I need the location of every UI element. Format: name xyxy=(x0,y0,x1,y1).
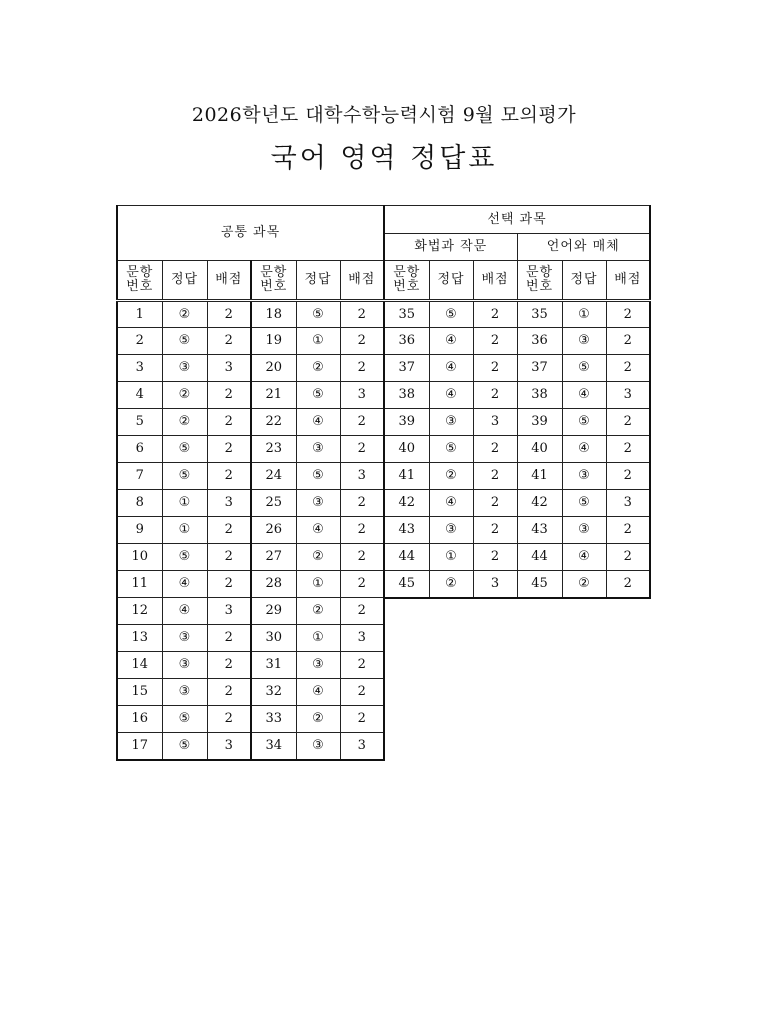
common-a-question-number-cell: 16 xyxy=(117,706,162,733)
common-a-answer-cell: ④ xyxy=(162,571,207,598)
common-b-answer-cell: ③ xyxy=(296,652,340,679)
common-b-answer-cell: ⑤ xyxy=(296,382,340,409)
speech-writing-question-number-cell: 37 xyxy=(384,355,429,382)
language-media-question-number-cell: 44 xyxy=(517,544,562,571)
language-media-question-number-header xyxy=(517,261,562,301)
language-media-points-cell: 2 xyxy=(606,301,650,328)
language-media-answer-cell: ③ xyxy=(562,328,606,355)
common-b-points-cell: 2 xyxy=(340,679,384,706)
language-media-points-cell: 2 xyxy=(606,328,650,355)
question-number-label-bottom: 번호 xyxy=(393,279,421,294)
common-a-question-number-header xyxy=(117,261,162,301)
common-a-question-number-cell: 4 xyxy=(117,382,162,409)
language-media-answer-cell: ② xyxy=(562,571,606,598)
common-a-points-cell: 2 xyxy=(207,436,251,463)
common-b-points-cell: 2 xyxy=(340,544,384,571)
common-a-answer-cell: ③ xyxy=(162,355,207,382)
speech-writing-points-cell: 2 xyxy=(473,355,517,382)
speech-writing-answer-cell: ① xyxy=(429,544,473,571)
common-a-points-cell: 3 xyxy=(207,598,251,625)
language-media-points-header: 배점 xyxy=(606,261,650,301)
common-a-question-number-cell: 13 xyxy=(117,625,162,652)
language-media-header: 언어와 매체 xyxy=(517,234,650,261)
speech-writing-header: 화법과 작문 xyxy=(384,234,517,261)
answer-row xyxy=(117,544,650,571)
answer-row xyxy=(117,490,650,517)
language-media-answer-cell: ④ xyxy=(562,436,606,463)
question-number-label-top: 문항 xyxy=(393,265,421,280)
answer-key-table xyxy=(116,205,651,761)
common-b-answer-cell: ② xyxy=(296,544,340,571)
common-b-points-cell: 3 xyxy=(340,463,384,490)
common-b-answer-cell: ④ xyxy=(296,517,340,544)
common-b-question-number-cell: 21 xyxy=(251,382,296,409)
language-media-answer-cell: ③ xyxy=(562,463,606,490)
speech-writing-points-cell: 3 xyxy=(473,571,517,598)
speech-writing-answer-cell: ⑤ xyxy=(429,436,473,463)
answer-row xyxy=(117,301,650,328)
common-b-points-cell: 3 xyxy=(340,382,384,409)
question-number-label-bottom: 번호 xyxy=(260,279,288,294)
common-a-points-cell: 2 xyxy=(207,328,251,355)
speech-writing-question-number-cell: 42 xyxy=(384,490,429,517)
common-b-question-number-cell: 33 xyxy=(251,706,296,733)
common-a-points-cell: 3 xyxy=(207,355,251,382)
speech-writing-question-number-cell: 38 xyxy=(384,382,429,409)
common-b-points-cell: 2 xyxy=(340,652,384,679)
common-b-question-number-cell: 20 xyxy=(251,355,296,382)
speech-writing-question-number-header xyxy=(384,261,429,301)
common-a-question-number-cell: 7 xyxy=(117,463,162,490)
common-a-question-number-cell: 14 xyxy=(117,652,162,679)
common-b-answer-cell: ⑤ xyxy=(296,463,340,490)
speech-writing-answer-cell: ④ xyxy=(429,490,473,517)
common-a-points-cell: 2 xyxy=(207,382,251,409)
language-media-question-number-cell: 40 xyxy=(517,436,562,463)
common-b-answer-cell: ④ xyxy=(296,409,340,436)
common-b-answer-cell: ① xyxy=(296,571,340,598)
common-a-answer-cell: ④ xyxy=(162,598,207,625)
common-b-points-header: 배점 xyxy=(340,261,384,301)
common-b-question-number-cell: 24 xyxy=(251,463,296,490)
common-b-question-number-cell: 27 xyxy=(251,544,296,571)
common-a-question-number-cell: 10 xyxy=(117,544,162,571)
common-a-question-number-cell: 1 xyxy=(117,301,162,328)
speech-writing-answer-cell: ⑤ xyxy=(429,301,473,328)
language-media-question-number-cell: 41 xyxy=(517,463,562,490)
speech-writing-answer-cell: ④ xyxy=(429,328,473,355)
question-number-label-bottom: 번호 xyxy=(525,279,554,294)
common-a-points-cell: 2 xyxy=(207,652,251,679)
speech-writing-points-cell: 3 xyxy=(473,409,517,436)
common-a-question-number-cell: 15 xyxy=(117,679,162,706)
common-a-points-cell: 3 xyxy=(207,490,251,517)
common-a-answer-cell: ⑤ xyxy=(162,328,207,355)
common-b-question-number-cell: 23 xyxy=(251,436,296,463)
common-a-answer-cell: ② xyxy=(162,382,207,409)
language-media-answer-cell: ④ xyxy=(562,382,606,409)
language-media-question-number-cell: 35 xyxy=(517,301,562,328)
speech-writing-question-number-cell: 44 xyxy=(384,544,429,571)
language-media-question-number-cell: 36 xyxy=(517,328,562,355)
common-a-points-cell: 3 xyxy=(207,733,251,760)
common-b-question-number-cell: 25 xyxy=(251,490,296,517)
common-b-points-cell: 2 xyxy=(340,301,384,328)
common-a-points-cell: 2 xyxy=(207,706,251,733)
common-a-answer-cell: ⑤ xyxy=(162,733,207,760)
common-b-question-number-cell: 29 xyxy=(251,598,296,625)
common-a-question-number-cell: 6 xyxy=(117,436,162,463)
speech-writing-points-cell: 2 xyxy=(473,301,517,328)
common-a-answer-cell: ⑤ xyxy=(162,544,207,571)
speech-writing-answer-header: 정답 xyxy=(429,261,473,301)
language-media-question-number-cell: 39 xyxy=(517,409,562,436)
common-a-points-cell: 2 xyxy=(207,301,251,328)
speech-writing-question-number-cell: 41 xyxy=(384,463,429,490)
common-b-points-cell: 2 xyxy=(340,409,384,436)
answer-row xyxy=(117,436,650,463)
common-a-answer-cell: ② xyxy=(162,301,207,328)
common-b-question-number-cell: 26 xyxy=(251,517,296,544)
common-b-points-cell: 2 xyxy=(340,355,384,382)
speech-writing-points-cell: 2 xyxy=(473,517,517,544)
speech-writing-points-cell: 2 xyxy=(473,382,517,409)
common-a-points-cell: 2 xyxy=(207,517,251,544)
common-b-question-number-cell: 18 xyxy=(251,301,296,328)
common-b-question-number-cell: 32 xyxy=(251,679,296,706)
language-media-points-cell: 2 xyxy=(606,436,650,463)
language-media-answer-cell: ③ xyxy=(562,517,606,544)
common-a-points-header: 배점 xyxy=(207,261,251,301)
language-media-points-cell: 2 xyxy=(606,517,650,544)
common-a-answer-cell: ② xyxy=(162,409,207,436)
common-b-answer-cell: ③ xyxy=(296,436,340,463)
language-media-answer-header: 정답 xyxy=(562,261,606,301)
common-b-answer-cell: ① xyxy=(296,328,340,355)
common-b-question-number-cell: 30 xyxy=(251,625,296,652)
speech-writing-question-number-cell: 45 xyxy=(384,571,429,598)
speech-writing-answer-cell: ② xyxy=(429,463,473,490)
common-b-question-number-cell: 34 xyxy=(251,733,296,760)
common-b-points-cell: 2 xyxy=(340,328,384,355)
common-b-answer-cell: ④ xyxy=(296,679,340,706)
language-media-points-cell: 2 xyxy=(606,355,650,382)
question-number-label-top: 문항 xyxy=(525,265,554,280)
answer-row xyxy=(117,409,650,436)
language-media-question-number-cell: 45 xyxy=(517,571,562,598)
language-media-points-cell: 3 xyxy=(606,490,650,517)
elective-subject-header: 선택 과목 xyxy=(384,206,650,234)
speech-writing-answer-cell: ④ xyxy=(429,355,473,382)
common-b-points-cell: 2 xyxy=(340,517,384,544)
common-a-question-number-cell: 2 xyxy=(117,328,162,355)
common-b-question-number-header xyxy=(251,261,296,301)
speech-writing-answer-cell: ③ xyxy=(429,409,473,436)
common-a-answer-cell: ③ xyxy=(162,652,207,679)
common-b-answer-cell: ② xyxy=(296,706,340,733)
answer-row xyxy=(117,355,650,382)
language-media-question-number-cell: 37 xyxy=(517,355,562,382)
speech-writing-question-number-cell: 40 xyxy=(384,436,429,463)
speech-writing-question-number-cell: 43 xyxy=(384,517,429,544)
answer-row xyxy=(117,382,650,409)
common-a-question-number-cell: 12 xyxy=(117,598,162,625)
speech-writing-points-header: 배점 xyxy=(473,261,517,301)
common-b-answer-header: 정답 xyxy=(296,261,340,301)
common-a-question-number-cell: 9 xyxy=(117,517,162,544)
language-media-answer-cell: ⑤ xyxy=(562,490,606,517)
common-b-points-cell: 2 xyxy=(340,598,384,625)
common-a-question-number-cell: 17 xyxy=(117,733,162,760)
question-number-label-top: 문항 xyxy=(260,265,288,280)
common-a-answer-cell: ① xyxy=(162,490,207,517)
answer-row xyxy=(117,328,650,355)
empty-area xyxy=(384,598,650,760)
answer-row xyxy=(117,571,650,598)
language-media-points-cell: 2 xyxy=(606,463,650,490)
common-b-points-cell: 2 xyxy=(340,706,384,733)
common-b-points-cell: 2 xyxy=(340,436,384,463)
common-a-question-number-cell: 8 xyxy=(117,490,162,517)
common-a-question-number-cell: 11 xyxy=(117,571,162,598)
speech-writing-answer-cell: ③ xyxy=(429,517,473,544)
speech-writing-points-cell: 2 xyxy=(473,436,517,463)
speech-writing-points-cell: 2 xyxy=(473,490,517,517)
common-b-points-cell: 2 xyxy=(340,490,384,517)
common-a-answer-cell: ⑤ xyxy=(162,463,207,490)
language-media-points-cell: 3 xyxy=(606,382,650,409)
common-b-answer-cell: ③ xyxy=(296,490,340,517)
question-number-label-bottom: 번호 xyxy=(126,279,154,294)
speech-writing-points-cell: 2 xyxy=(473,463,517,490)
speech-writing-question-number-cell: 39 xyxy=(384,409,429,436)
common-b-question-number-cell: 31 xyxy=(251,652,296,679)
common-a-points-cell: 2 xyxy=(207,544,251,571)
language-media-points-cell: 2 xyxy=(606,571,650,598)
answer-row xyxy=(117,598,650,625)
common-a-answer-cell: ⑤ xyxy=(162,706,207,733)
common-b-answer-cell: ① xyxy=(296,625,340,652)
common-b-answer-cell: ⑤ xyxy=(296,301,340,328)
common-b-points-cell: 2 xyxy=(340,571,384,598)
language-media-answer-cell: ① xyxy=(562,301,606,328)
question-number-label-top: 문항 xyxy=(126,265,154,280)
common-b-question-number-cell: 22 xyxy=(251,409,296,436)
language-media-question-number-cell: 38 xyxy=(517,382,562,409)
speech-writing-answer-cell: ④ xyxy=(429,382,473,409)
language-media-answer-cell: ⑤ xyxy=(562,409,606,436)
common-a-question-number-cell: 3 xyxy=(117,355,162,382)
speech-writing-points-cell: 2 xyxy=(473,544,517,571)
answer-row xyxy=(117,463,650,490)
language-media-answer-cell: ⑤ xyxy=(562,355,606,382)
speech-writing-question-number-cell: 35 xyxy=(384,301,429,328)
common-b-points-cell: 3 xyxy=(340,625,384,652)
language-media-question-number-cell: 42 xyxy=(517,490,562,517)
common-a-points-cell: 2 xyxy=(207,679,251,706)
common-a-question-number-cell: 5 xyxy=(117,409,162,436)
common-a-points-cell: 2 xyxy=(207,409,251,436)
language-media-points-cell: 2 xyxy=(606,544,650,571)
common-b-question-number-cell: 28 xyxy=(251,571,296,598)
common-b-question-number-cell: 19 xyxy=(251,328,296,355)
common-a-answer-header: 정답 xyxy=(162,261,207,301)
exam-title: 2026학년도 대학수학능력시험 9월 모의평가 xyxy=(191,104,577,126)
speech-writing-points-cell: 2 xyxy=(473,328,517,355)
language-media-answer-cell: ④ xyxy=(562,544,606,571)
answer-row xyxy=(117,517,650,544)
speech-writing-answer-cell: ② xyxy=(429,571,473,598)
answer-key-sheet xyxy=(116,205,651,761)
common-b-answer-cell: ② xyxy=(296,355,340,382)
language-media-points-cell: 2 xyxy=(606,409,650,436)
common-a-answer-cell: ① xyxy=(162,517,207,544)
common-b-points-cell: 3 xyxy=(340,733,384,760)
common-subject-header: 공통 과목 xyxy=(117,206,384,261)
common-a-points-cell: 2 xyxy=(207,463,251,490)
language-media-question-number-cell: 43 xyxy=(517,517,562,544)
common-a-answer-cell: ③ xyxy=(162,625,207,652)
speech-writing-question-number-cell: 36 xyxy=(384,328,429,355)
common-b-answer-cell: ③ xyxy=(296,733,340,760)
common-a-points-cell: 2 xyxy=(207,625,251,652)
common-a-points-cell: 2 xyxy=(207,571,251,598)
common-a-answer-cell: ⑤ xyxy=(162,436,207,463)
common-b-answer-cell: ② xyxy=(296,598,340,625)
common-a-answer-cell: ③ xyxy=(162,679,207,706)
answer-key-title: 국어 영역 정답표 xyxy=(270,143,498,174)
